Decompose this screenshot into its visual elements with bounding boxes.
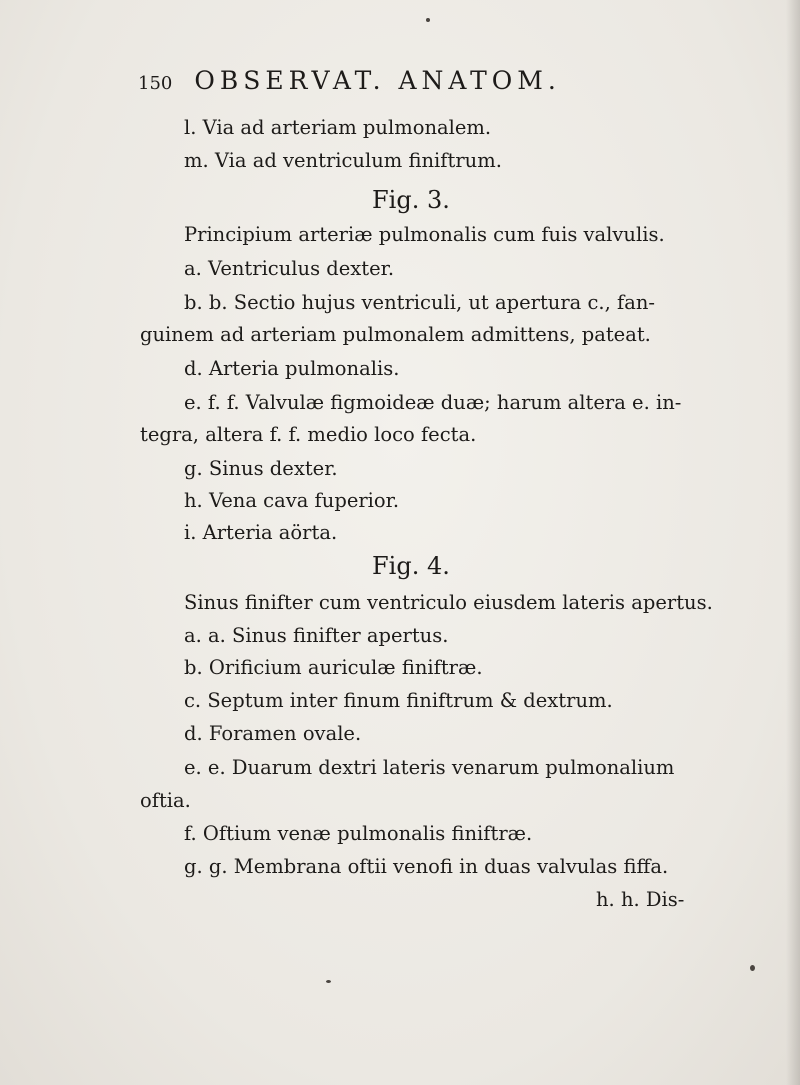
text-line: l. Via ad arteriam pulmonalem. — [184, 116, 492, 139]
catchword: h. h. Dis- — [596, 888, 685, 911]
figure-heading-4: Fig. 4. — [372, 552, 450, 580]
text-line: d. Arteria pulmonalis. — [184, 357, 400, 380]
page-number: 150 — [138, 73, 173, 94]
text-line: f. Oftium venæ pulmonalis finiftræ. — [184, 822, 533, 845]
paper-speck — [750, 965, 755, 971]
running-header — [138, 66, 561, 95]
paper-speck — [326, 980, 331, 983]
text-line: Principium arteriæ pulmonalis cum fuis valvulis. — [184, 223, 665, 246]
text-line: d. Foramen ovale. — [184, 722, 362, 745]
running-title: OBSERVAT. ANATOM. — [194, 66, 561, 95]
text-line: b. Orificium auriculæ finiftræ. — [184, 656, 483, 679]
text-line: i. Arteria aörta. — [184, 521, 338, 544]
text-line: Sinus finifter cum ventriculo eiusdem lateris apertus. — [184, 591, 713, 614]
text-line: g. Sinus dexter. — [184, 457, 338, 480]
text-line: g. g. Membrana oftii venofi in duas valvulas fiffa. — [184, 855, 669, 878]
text-line: a. Ventriculus dexter. — [184, 257, 395, 280]
figure-heading-3: Fig. 3. — [372, 186, 450, 214]
text-line: e. f. f. Valvulæ figmoideæ duæ; harum altera e. in- — [184, 391, 682, 414]
paper-speck — [426, 18, 430, 22]
text-line: c. Septum inter finum finiftrum & dextrum. — [184, 689, 613, 712]
text-line: e. e. Duarum dextri lateris venarum pulmonalium — [184, 756, 675, 779]
text-line: m. Via ad ventriculum finiftrum. — [184, 149, 502, 172]
text-line: guinem ad arteriam pulmonalem admittens, pateat. — [140, 323, 651, 346]
text-line: a. a. Sinus finifter apertus. — [184, 624, 449, 647]
page-edge-shadow — [786, 0, 800, 1085]
text-line: oftia. — [140, 789, 191, 812]
text-line: b. b. Sectio hujus ventriculi, ut apertura c., fan- — [184, 291, 655, 314]
text-line: tegra, altera f. f. medio loco fecta. — [140, 423, 477, 446]
text-line: h. Vena cava fuperior. — [184, 489, 400, 512]
